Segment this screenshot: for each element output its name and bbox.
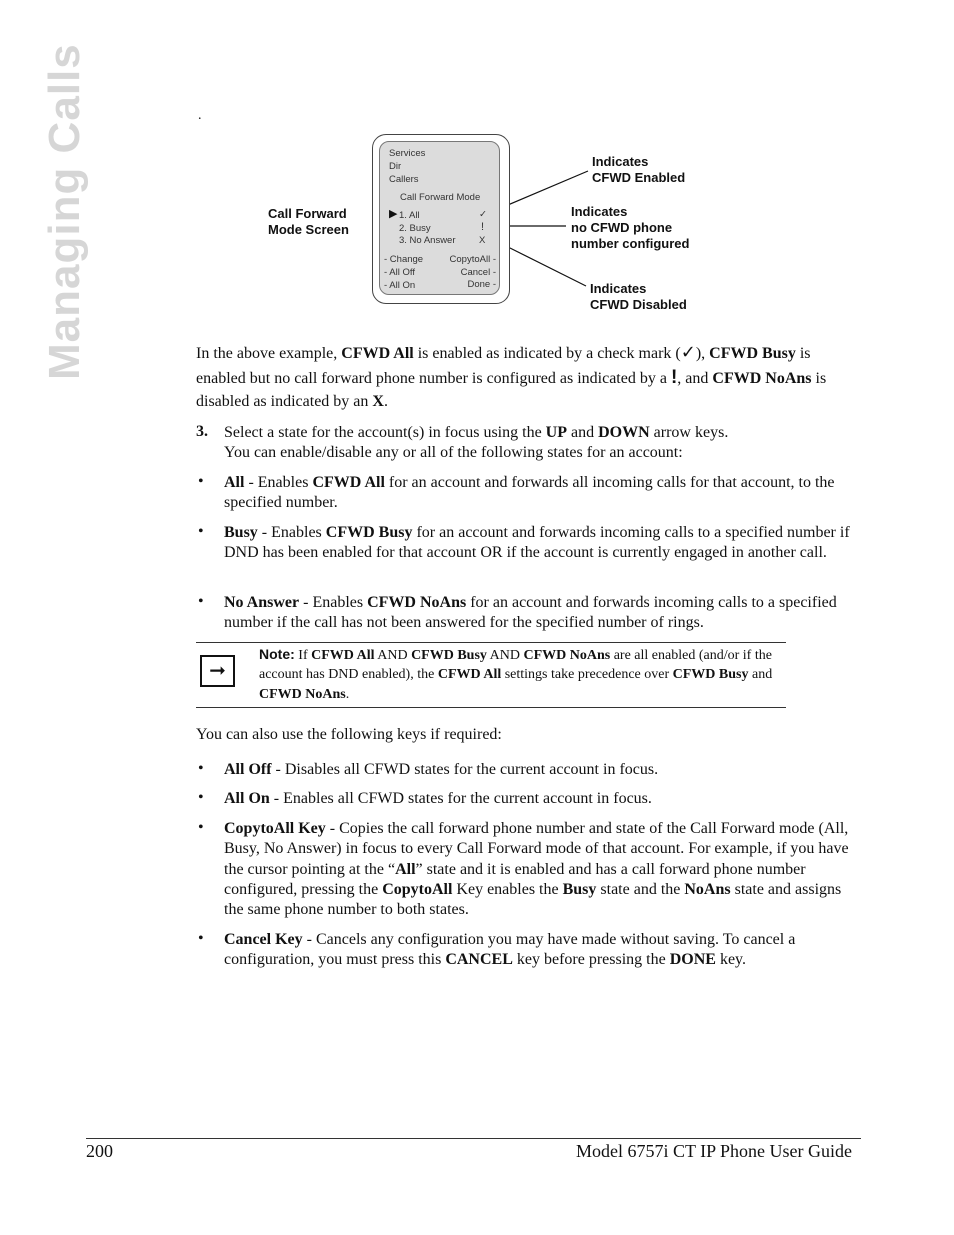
screen-option-all: 1. All [399, 210, 420, 221]
leading-dot: . [198, 108, 202, 123]
bullet-all-on: All On - Enables all CFWD states for the current account in focus. [224, 790, 652, 807]
screen-softkey-copytoall: CopytoAll - [449, 254, 496, 265]
bullet-cancel: Cancel Key - Cancels any configuration you may have made without saving. To cancel a configuration, you must press this CANCEL key before pressing the DONE key. [224, 931, 796, 969]
label-cfwd-enabled: Indicates CFWD Enabled [592, 154, 686, 185]
bullet-symbol: • [198, 930, 204, 947]
label-cfwd-disabled: Indicates CFWD Disabled [590, 281, 687, 312]
screen-dir: Dir [389, 161, 402, 172]
bullet-copytoall: CopytoAll Key - Copies the call forward phone number and state of the Call Forward mode (All, Busy, No Answer) in focus to every Call Forward mode of that account. For example, if you have the cursor pointing at the “All” state and it is enabled and has a call forward phone number configured, pressing the CopytoAll Key enables the Busy state and the NoAns state and assigns the same phone number to both states. [224, 820, 849, 919]
x-mark-icon: X [479, 235, 486, 246]
screen-option-busy: 2. Busy [399, 223, 431, 234]
screen-softkey-cancel: Cancel - [460, 267, 496, 278]
exclamation-icon: ! [670, 366, 678, 388]
footer-rule [86, 1138, 861, 1139]
bullet-all: All - Enables CFWD All for an account and forwards all incoming calls for that account, to the specified number. [224, 474, 835, 512]
check-mark-icon: ✓ [479, 209, 487, 220]
side-section-title: Managing Calls [40, 43, 89, 380]
check-mark-icon: ✓ [680, 342, 696, 363]
step-3-text: Select a state for the account(s) in focus using the UP and DOWN arrow keys. You can enable/disable any or all of the following states for an account: [224, 424, 729, 462]
screen-services: Services [389, 148, 426, 159]
screen-cursor-icon: ▶ [389, 208, 398, 220]
label-mode-screen: Call Forward Mode Screen [268, 206, 349, 237]
phone-screen [379, 141, 500, 295]
screen-option-noanswer: 3. No Answer [399, 235, 456, 246]
bullet-symbol: • [198, 473, 204, 490]
note-box [196, 642, 786, 708]
screen-softkey-done: Done - [467, 279, 496, 290]
also-keys-text: You can also use the following keys if required: [196, 726, 502, 743]
note-text: Note: If CFWD All AND CFWD Busy AND CFWD NoAns are all enabled (and/or if the account has DND enabled), the CFWD All settings take precedence over CFWD Busy and CFWD NoAns. [259, 646, 773, 702]
call-forward-figure [260, 134, 720, 312]
guide-title: Model 6757i CT IP Phone User Guide [576, 1141, 852, 1161]
intro-paragraph: In the above example, CFWD All is enabled as indicated by a check mark (✓), CFWD Busy is enabled but no call forward phone number is configured as indicated by a !, and CFWD NoAns is disabled as indicated by an X. [196, 342, 827, 410]
label-no-phone: Indicates no CFWD phone number configured [571, 204, 690, 251]
screen-mode-title: Call Forward Mode [400, 192, 481, 203]
screen-softkey-change: - Change [384, 254, 424, 265]
bullet-busy: Busy - Enables CFWD Busy for an account and forwards incoming calls to a specified number if DND has been enabled for that account OR if the account is currently engaged in another call. [224, 524, 850, 562]
bullet-symbol: • [198, 819, 204, 836]
bullet-symbol: • [198, 593, 204, 610]
bullet-no-answer: No Answer - Enables CFWD NoAns for an account and forwards incoming calls to a specified number if the call has not been answered for the specified number of rings. [224, 594, 837, 632]
phone-handset-outline [372, 134, 510, 304]
step-number: 3. [196, 423, 208, 440]
bullet-symbol: • [198, 523, 204, 540]
page-number: 200 [86, 1141, 113, 1161]
screen-softkey-allon: - All On [384, 280, 416, 291]
screen-softkey-alloff: - All Off [384, 267, 415, 278]
bullet-symbol: • [198, 760, 204, 777]
exclamation-icon: ! [481, 221, 485, 233]
arrow-right-icon: ➞ [200, 655, 235, 687]
bullet-all-off: All Off - Disables all CFWD states for the current account in focus. [224, 761, 659, 778]
bullet-symbol: • [198, 789, 204, 806]
screen-callers: Callers [389, 174, 419, 185]
